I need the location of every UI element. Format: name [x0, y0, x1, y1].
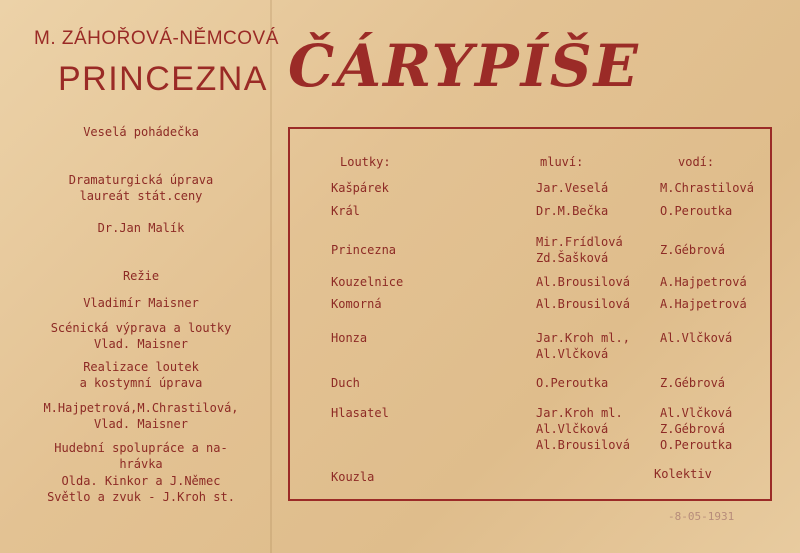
play-title-carypise: ČÁRYPÍŠE [288, 32, 640, 100]
voice-name: Zd.Šašková [536, 251, 609, 265]
lead-name: Z.Gébrová [660, 422, 726, 436]
credit-line: hrávka [119, 457, 163, 471]
credit-line: Dr.Jan Malík [97, 221, 185, 235]
puppet-name: Kouzelnice [331, 275, 404, 289]
credit-line: a kostymní úprava [79, 376, 203, 390]
lead-name: O.Peroutka [660, 438, 733, 452]
voice-name: Jar.Kroh ml. [536, 406, 623, 420]
puppet-name: Komorná [331, 297, 382, 311]
puppet-name: Duch [331, 376, 360, 390]
puppet-name: Princezna [331, 243, 397, 257]
lead-name: A.Hajpetrová [660, 297, 747, 311]
lead-name: Z.Gébrová [660, 243, 726, 257]
play-title-princezna: PRINCEZNA [58, 60, 268, 98]
credit-line: laureát stát.ceny [79, 189, 203, 203]
header-lead: vodí: [678, 155, 715, 169]
lead-name: Al.Vlčková [660, 331, 733, 345]
puppet-name: Kouzla [331, 470, 375, 484]
puppet-name: Král [331, 204, 360, 218]
voice-name: Jar.Veselá [536, 181, 609, 195]
credit-line: Olda. Kinkor a J.Němec [61, 474, 221, 488]
lead-name: Al.Vlčková [660, 406, 733, 420]
credit-line: M.Hajpetrová,M.Chrastilová, [43, 401, 239, 415]
credit-line: Vlad. Maisner [94, 337, 188, 351]
lead-name: Z.Gébrová [660, 376, 726, 390]
header-voice: mluví: [540, 155, 584, 169]
puppet-name: Honza [331, 331, 368, 345]
voice-name: O.Peroutka [536, 376, 609, 390]
credit-line: Vlad. Maisner [94, 417, 188, 431]
credit-line: Vladimír Maisner [83, 296, 199, 310]
voice-name: Al.Vlčková [536, 422, 609, 436]
voice-name: Al.Brousilová [536, 275, 630, 289]
voice-name: Mir.Frídlová [536, 235, 623, 249]
voice-name: Al.Vlčková [536, 347, 609, 361]
author-name: M. ZÁHOŘOVÁ-NĚMCOVÁ [34, 28, 279, 49]
date-stamp: -8-05-1931 [668, 510, 735, 523]
credit-line: Světlo a zvuk - J.Kroh st. [47, 490, 235, 504]
puppet-name: Kašpárek [331, 181, 389, 195]
voice-name: Al.Brousilová [536, 438, 630, 452]
credit-line: Dramaturgická úprava [68, 173, 214, 187]
lead-name: A.Hajpetrová [660, 275, 747, 289]
puppet-name: Hlasatel [331, 406, 389, 420]
credit-line: Realizace loutek [83, 360, 199, 374]
lead-name: Kolektiv [654, 467, 712, 481]
voice-name: Al.Brousilová [536, 297, 630, 311]
voice-name: Jar.Kroh ml., [536, 331, 630, 345]
lead-name: M.Chrastilová [660, 181, 754, 195]
credit-line: Veselá pohádečka [83, 125, 199, 139]
voice-name: Dr.M.Bečka [536, 204, 609, 218]
header-puppets: Loutky: [340, 155, 391, 169]
credit-line: Hudební spolupráce a na- [54, 441, 228, 455]
credit-line: Scénická výprava a loutky [50, 321, 232, 335]
credit-line: Režie [122, 269, 160, 283]
lead-name: O.Peroutka [660, 204, 733, 218]
